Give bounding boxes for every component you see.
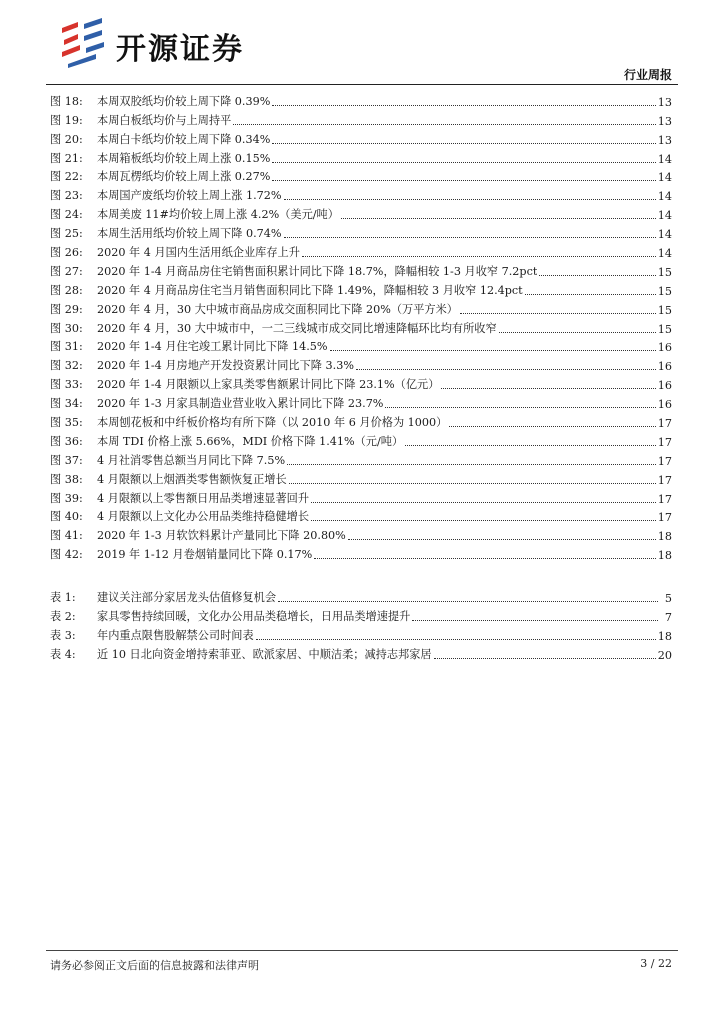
toc-entry[interactable] xyxy=(50,524,672,543)
toc-entry-page: 7 xyxy=(664,610,672,624)
toc-leader-dots xyxy=(356,357,656,370)
toc-entry-page: 18 xyxy=(657,549,672,563)
toc-entry-label: 图 18: xyxy=(50,94,83,108)
toc-entry-title: 本周白板纸均价与上周持平 xyxy=(97,113,232,127)
toc-entry-label: 图 25: xyxy=(50,227,83,241)
toc-entry-label: 图 42: xyxy=(50,548,83,562)
toc-entry-page: 13 xyxy=(657,114,672,128)
toc-entry-title: 2020 年 1-4 月商品房住宅销售面积累计同比下降 18.7%，降幅相较 1-3 月收窄 7.2pct xyxy=(97,264,538,278)
toc-entry-title: 本周生活用纸均价较上周下降 0.74% xyxy=(97,227,282,241)
footer-disclaimer: 请务必参阅正文后面的信息披露和法律声明 xyxy=(50,959,259,972)
table-index xyxy=(50,586,672,662)
toc-entry[interactable] xyxy=(50,317,672,336)
toc-entry-title: 2020 年 4 月国内生活用纸企业库存上升 xyxy=(97,246,300,260)
toc-leader-dots xyxy=(256,627,656,640)
toc-entry-label: 图 26: xyxy=(50,246,83,260)
toc-entry-label: 图 34: xyxy=(50,397,83,411)
toc-entry-label: 图 19: xyxy=(50,113,83,127)
toc-entry-title: 2020 年 1-4 月房地产开发投资累计同比下降 3.3% xyxy=(97,359,354,373)
toc-entry-page: 16 xyxy=(657,398,672,412)
toc-entry-label: 图 29: xyxy=(50,302,83,316)
page-number: 3 / 22 xyxy=(640,957,672,970)
toc-entry[interactable] xyxy=(50,487,672,506)
toc-entry-page: 16 xyxy=(657,379,672,393)
toc-entry-label: 图 37: xyxy=(50,453,83,467)
toc-entry-label: 图 30: xyxy=(50,321,83,335)
toc-entry-title: 2020 年 1-3 月软饮料累计产量同比下降 20.80% xyxy=(97,529,346,543)
toc-entry-page: 17 xyxy=(657,417,672,431)
toc-entry[interactable] xyxy=(50,543,672,562)
toc-entry-label: 图 41: xyxy=(50,529,83,543)
toc-leader-dots xyxy=(311,490,656,503)
header-divider xyxy=(46,84,678,85)
toc-entry-page: 17 xyxy=(657,511,672,525)
toc-leader-dots xyxy=(499,320,656,333)
figure-index xyxy=(50,90,672,562)
toc-entry-page: 13 xyxy=(657,133,672,147)
toc-leader-dots xyxy=(272,93,655,106)
toc-entry-title: 本周瓦楞纸均价较上周上涨 0.27% xyxy=(97,170,271,184)
toc-entry[interactable] xyxy=(50,354,672,373)
toc-entry[interactable] xyxy=(50,605,672,624)
toc-entry-title: 4 月社消零售总额当月同比下降 7.5% xyxy=(97,453,286,467)
report-type-label: 行业周报 xyxy=(623,68,672,82)
toc-entry-page: 15 xyxy=(657,284,672,298)
toc-entry-label: 图 27: xyxy=(50,264,83,278)
toc-entry-title: 2020 年 4 月，30 大中城市中，一二三线城市成交同比增速降幅环比均有所收窄 xyxy=(97,321,497,335)
toc-leader-dots xyxy=(302,244,656,257)
toc-entry-page: 17 xyxy=(657,435,672,449)
toc-leader-dots xyxy=(434,646,656,659)
toc-entry[interactable] xyxy=(50,411,672,430)
toc-leader-dots xyxy=(341,206,656,219)
toc-entry-page: 16 xyxy=(657,341,672,355)
toc-entry-title: 本周国产废纸均价较上周上涨 1.72% xyxy=(97,189,282,203)
toc-entry-page: 17 xyxy=(657,454,672,468)
toc-entry-page: 14 xyxy=(657,247,672,261)
toc-entry[interactable] xyxy=(50,260,672,279)
toc-leader-dots xyxy=(287,452,656,465)
toc-entry-label: 图 33: xyxy=(50,378,83,392)
toc-entry-label: 表 3: xyxy=(50,628,76,642)
toc-entry-title: 2020 年 1-4 月住宅竣工累计同比下降 14.5% xyxy=(97,340,328,354)
toc-entry-page: 17 xyxy=(657,492,672,506)
footer-divider xyxy=(46,950,678,951)
toc-entry[interactable] xyxy=(50,506,672,525)
toc-entry-label: 图 24: xyxy=(50,208,83,222)
toc-entry-page: 5 xyxy=(664,591,672,605)
toc-entry[interactable] xyxy=(50,624,672,643)
toc-leader-dots xyxy=(289,471,656,484)
toc-entry-title: 家具零售持续回暖，文化办公用品类稳增长，日用品类增速提升 xyxy=(97,609,411,623)
toc-entry[interactable] xyxy=(50,166,672,185)
toc-entry-title: 2019 年 1-12 月卷烟销量同比下降 0.17% xyxy=(97,548,313,562)
toc-entry[interactable] xyxy=(50,109,672,128)
toc-leader-dots xyxy=(449,414,655,427)
toc-entry-label: 图 39: xyxy=(50,491,83,505)
toc-leader-dots xyxy=(412,608,658,621)
toc-entry[interactable] xyxy=(50,222,672,241)
toc-entry[interactable] xyxy=(50,147,672,166)
toc-entry-page: 17 xyxy=(657,473,672,487)
toc-entry-title: 4 月限额以上零售额日用品类增速显著回升 xyxy=(97,491,310,505)
toc-entry[interactable] xyxy=(50,449,672,468)
toc-leader-dots xyxy=(272,150,655,163)
toc-leader-dots xyxy=(441,376,655,389)
toc-entry[interactable] xyxy=(50,336,672,355)
toc-entry-label: 表 4: xyxy=(50,647,76,661)
toc-entry-label: 表 1: xyxy=(50,590,76,604)
toc-entry[interactable] xyxy=(50,279,672,298)
toc-leader-dots xyxy=(284,225,656,238)
toc-entry-label: 图 20: xyxy=(50,132,83,146)
toc-entry-title: 4 月限额以上文化办公用品类维持稳健增长 xyxy=(97,510,310,524)
toc-entry-label: 图 32: xyxy=(50,359,83,373)
toc-entry-page: 14 xyxy=(657,171,672,185)
toc-leader-dots xyxy=(272,168,655,181)
toc-entry-label: 图 23: xyxy=(50,189,83,203)
toc-leader-dots xyxy=(311,508,656,521)
toc-leader-dots xyxy=(330,338,656,351)
toc-entry[interactable] xyxy=(50,90,672,109)
toc-entry-label: 图 28: xyxy=(50,283,83,297)
toc-entry-title: 2020 年 4 月商品房住宅当月销售面积同比下降 1.49%，降幅相较 3 月收窄 12.4pct xyxy=(97,283,523,297)
toc-entry-label: 表 2: xyxy=(50,609,76,623)
toc-entry-page: 18 xyxy=(657,530,672,544)
toc-leader-dots xyxy=(278,589,658,602)
toc-entry-title: 2020 年 1-4 月限额以上家具类零售额累计同比下降 23.1%（亿元） xyxy=(97,378,440,392)
toc-entry-label: 图 40: xyxy=(50,510,83,524)
toc-entry-label: 图 38: xyxy=(50,472,83,486)
toc-entry[interactable] xyxy=(50,586,672,605)
toc-entry-page: 16 xyxy=(657,360,672,374)
toc-entry-label: 图 35: xyxy=(50,416,83,430)
toc-entry[interactable] xyxy=(50,203,672,222)
toc-entry-title: 本周白卡纸均价较上周下降 0.34% xyxy=(97,132,271,146)
toc-entry[interactable] xyxy=(50,392,672,411)
toc-entry-page: 15 xyxy=(657,303,672,317)
toc-entry[interactable] xyxy=(50,430,672,449)
toc-entry-title: 2020 年 4 月，30 大中城市商品房成交面积同比下降 20%（万平方米） xyxy=(97,302,458,316)
toc-entry[interactable] xyxy=(50,373,672,392)
toc-entry-title: 近 10 日北向资金增持索菲亚、欧派家居、中顺洁柔；减持志邦家居 xyxy=(97,647,432,661)
toc-entry-title: 本周箱板纸均价较上周上涨 0.15% xyxy=(97,151,271,165)
toc-leader-dots xyxy=(272,131,655,144)
toc-entry-page: 15 xyxy=(657,322,672,336)
toc-entry-title: 4 月限额以上烟酒类零售额恢复正增长 xyxy=(97,472,287,486)
toc-leader-dots xyxy=(405,433,656,446)
toc-leader-dots xyxy=(385,395,655,408)
toc-entry-title: 2020 年 1-3 月家具制造业营业收入累计同比下降 23.7% xyxy=(97,397,384,411)
toc-entry-title: 本周刨花板和中纤板价格均有所下降（以 2010 年 6 月价格为 1000） xyxy=(97,416,448,430)
toc-entry-label: 图 21: xyxy=(50,151,83,165)
toc-entry-title: 年内重点限售股解禁公司时间表 xyxy=(97,628,254,642)
toc-entry-page: 14 xyxy=(657,228,672,242)
toc-leader-dots xyxy=(284,187,656,200)
toc-entry-label: 图 31: xyxy=(50,340,83,354)
toc-entry[interactable] xyxy=(50,241,672,260)
toc-entry-title: 建议关注部分家居龙头估值修复机会 xyxy=(97,590,277,604)
toc-entry-label: 图 22: xyxy=(50,170,83,184)
toc-entry-page: 14 xyxy=(657,190,672,204)
toc-entry[interactable] xyxy=(50,128,672,147)
logo-mark-icon xyxy=(56,18,110,68)
toc-leader-dots xyxy=(314,546,656,559)
toc-leader-dots xyxy=(539,263,655,276)
toc-leader-dots xyxy=(460,301,656,314)
toc-leader-dots xyxy=(525,282,656,295)
toc-entry[interactable] xyxy=(50,643,672,662)
toc-entry-page: 20 xyxy=(657,648,672,662)
toc-entry[interactable] xyxy=(50,468,672,487)
toc-leader-dots xyxy=(348,527,656,540)
toc-entry[interactable] xyxy=(50,298,672,317)
toc-entry-page: 14 xyxy=(657,209,672,223)
toc-entry-title: 本周双胶纸均价较上周下降 0.39% xyxy=(97,94,271,108)
toc-entry-page: 13 xyxy=(657,95,672,109)
toc-entry-page: 14 xyxy=(657,152,672,166)
toc-entry-page: 15 xyxy=(657,265,672,279)
brand-name: 开源证券 xyxy=(116,32,244,67)
toc-entry-page: 18 xyxy=(657,629,672,643)
toc-entry-label: 图 36: xyxy=(50,434,83,448)
toc-entry[interactable] xyxy=(50,184,672,203)
toc-entry-title: 本周 TDI 价格上涨 5.66%，MDI 价格下降 1.41%（元/吨） xyxy=(97,434,404,448)
brand-logo xyxy=(56,18,316,68)
toc-entry-title: 本周美废 11#均价较上周上涨 4.2%（美元/吨） xyxy=(97,208,339,222)
toc-leader-dots xyxy=(233,112,655,125)
